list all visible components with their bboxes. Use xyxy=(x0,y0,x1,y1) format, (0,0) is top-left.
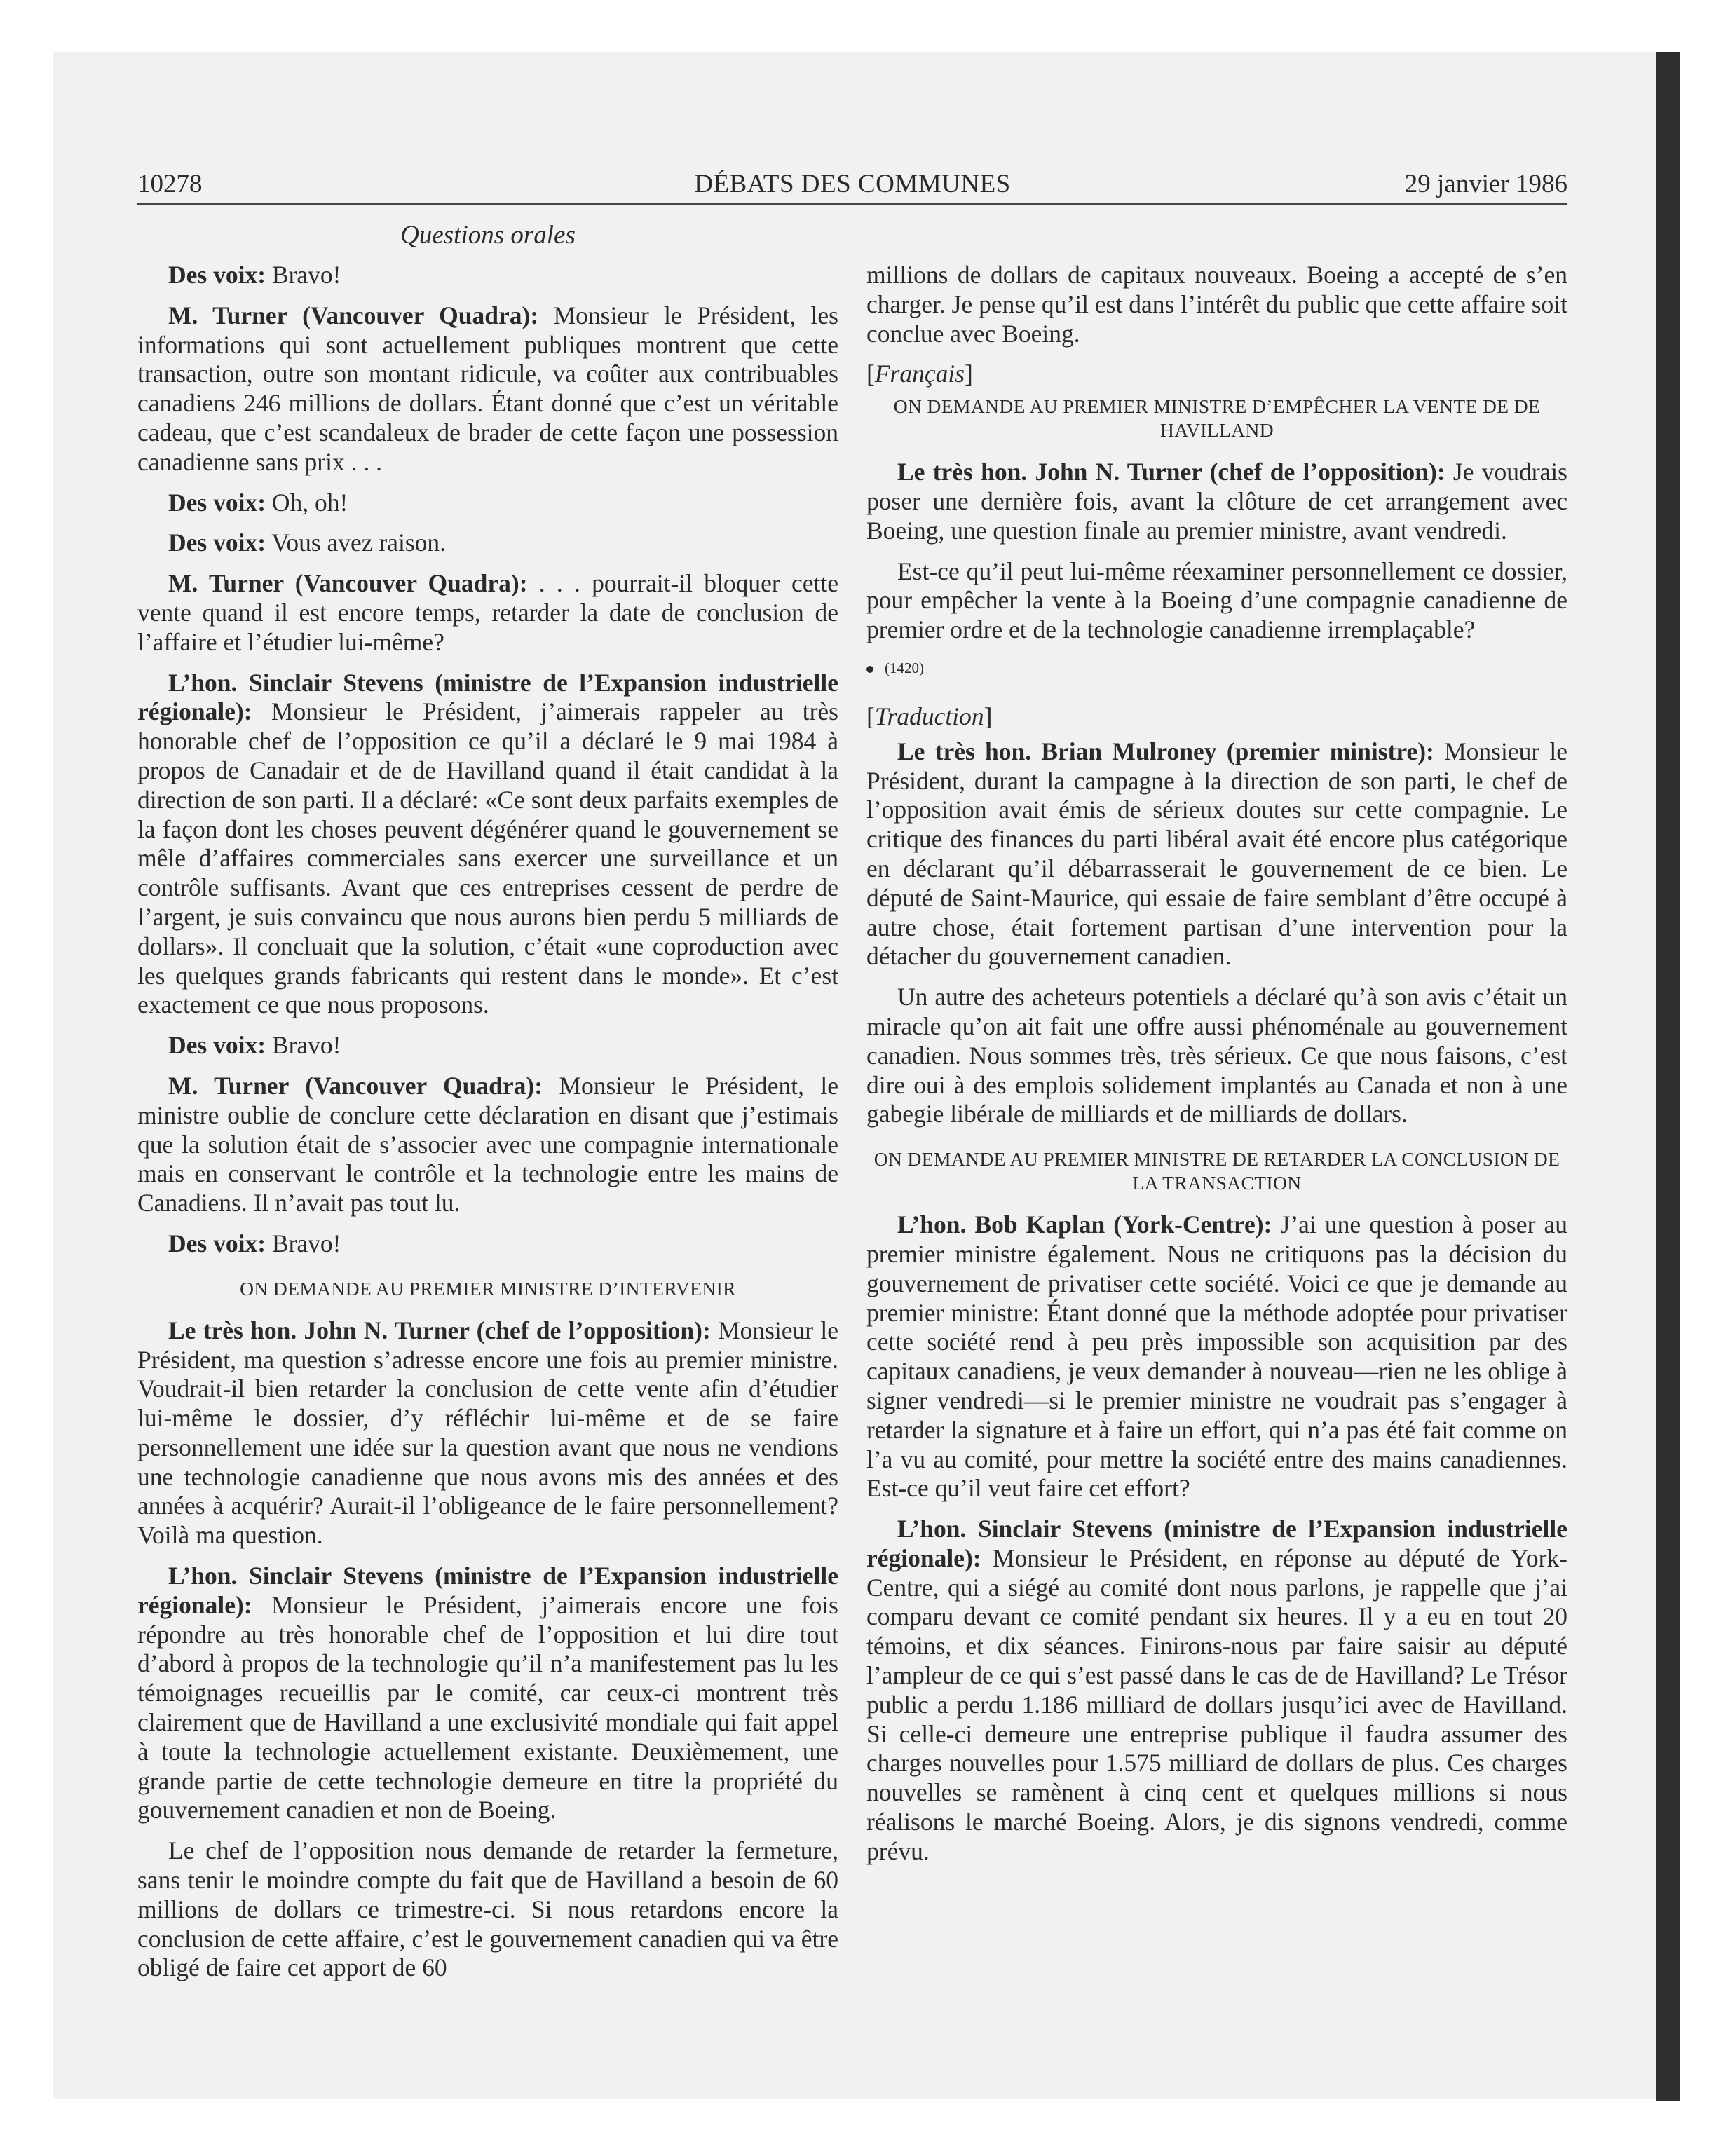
speech-text: Bravo! xyxy=(266,1229,341,1257)
speech-text: Monsieur le Président, le ministre oublie de conclure cette déclaration en disant que j’estimais que la solution était de s’associer avec une compagnie internationale mais en conservant le contrôle et la technologie entre les mains de Canadiens. Il n’avait pas tout lu. xyxy=(137,1071,838,1217)
speaker: M. Turner (Vancouver Quadra): xyxy=(168,569,528,598)
speaker: Des voix: xyxy=(168,488,266,517)
speech-paragraph xyxy=(866,1210,1567,1503)
language-marker: [Traduction] xyxy=(866,702,993,730)
speech-paragraph xyxy=(137,489,838,518)
speech-text: J’ai une question à poser au premier ministre également. Nous ne critiquons pas la décision du gouvernement de privatiser cette société. Voici ce que je demande au premier ministre: Étant donné que la méthode adoptée pour privatiser cette société rend à peu près impossible son acquisition par des capitaux canadiens, je veux demander à nouveau—rien ne les oblige à signer vendredi—si le premier ministre ne voudrait pas s’engager à retarder la signature et à faire un effort, qui n’a pas été fait comme on l’a vu au comité, pour mettre la société entre des mains canadiennes. Est-ce qu’il veut faire cet effort? xyxy=(866,1210,1568,1503)
section-heading: ON DEMANDE AU PREMIER MINISTRE DE RETARDER LA CONCLUSION DE LA TRANSACTION xyxy=(873,1148,1560,1194)
speech-paragraph xyxy=(137,261,838,290)
page-header xyxy=(137,167,1567,202)
speech-text: Le chef de l’opposition nous demande de retarder la fermeture, sans tenir le moindre compte du fait que de Havilland a besoin de 60 millions de dollars ce trimestre-ci. Si nous retardons encore la conclusion de cette affaire, c’est le gouvernement canadien qui va être obligé de faire cet apport de 60 xyxy=(137,1836,838,1982)
speaker: M. Turner (Vancouver Quadra): xyxy=(168,301,539,329)
speech-paragraph xyxy=(137,1031,838,1060)
speech-text: Monsieur le Président, en réponse au député de York-Centre, qui a siégé au comité dont nous parlons, je rappelle que j’ai comparu devant ce comité pendant six heures. Il y a eu en tout 20 témoins, et dix séances. Finirons-nous par faire saisir au député l’ampleur de ce qui s’est passé dans le cas de de Havilland? Le Trésor public a perdu 1.186 milliard de dollars jusqu’ici avec de Havilland. Si celle-ci demeure une entreprise publique il faudra assumer des charges nouvelles pour 1.575 milliard de dollars de plus. Ces charges nouvelles se ramènent à cinq cent et quelques millions si nous réalisons le marché Boeing. Alors, je dis signons vendredi, comme prévu. xyxy=(866,1543,1567,1865)
timestamp: (1420) xyxy=(885,659,924,676)
bullet-icon xyxy=(866,666,873,673)
speech-paragraph xyxy=(137,1072,838,1218)
issue-date: 29 janvier 1986 xyxy=(1404,170,1567,198)
speaker: Le très hon. John N. Turner (chef de l’opposition): xyxy=(897,458,1445,486)
speech-paragraph xyxy=(866,1515,1567,1867)
speech-text: millions de dollars de capitaux nouveaux. Boeing a accepté de s’en charger. Je pense qu’il est dans l’intérêt du public que cette affaire soit conclue avec Boeing. xyxy=(866,261,1567,348)
speaker: Des voix: xyxy=(168,261,266,289)
speaker: M. Turner (Vancouver Quadra): xyxy=(168,1071,543,1100)
language-marker: [Français] xyxy=(866,360,973,388)
speech-text: Monsieur le Président, j’aimerais rappeler au très honorable chef de l’opposition ce qu’il a déclaré le 9 mai 1984 à propos de Canadair et de de Havilland quand il était candidat à la direction de son parti. Il a déclaré: «Ce sont deux parfaits exemples de la façon dont les choses peuvent dégénérer quand le gouvernement se mêle d’affaires commerciales sans exercer une surveillance et un contrôle suffisants. Avant que ces entreprises cessent de perdre de l’argent, je suis convaincu que nous aurons bien perdu 5 milliards de dollars». Il concluait que la solution, c’était «une coproduction avec les quelques grands fabricants qui restent dans le monde». Et c’est exactement ce que nous proposons. xyxy=(137,697,838,1019)
speech-text: Monsieur le Président, les informations qui sont actuellement publiques montrent que cette transaction, outre son montant ridicule, va coûter aux contribuables canadiens 246 millions de dollars. Étant donné que c’est un véritable cadeau, que c’est scandaleux de brader de cette façon une possession canadienne sans prix . . . xyxy=(137,301,838,476)
language-label: Traduction xyxy=(874,702,984,730)
speech-text: Monsieur le Président, j’aimerais encore une fois répondre au très honorable chef de l’opposition et lui dire tout d’abord à propos de la technologie qu’il n’a manifestement pas lu les témoignages recueillis par le comité, car ceux-ci montrent très clairement que de Havilland a une exclusivité mondiale qui fait appel à toute la technologie actuellement existante. Deuxièmement, une grande partie de cette technologie demeure en titre la propriété du gouvernement canadien et non de Boeing. xyxy=(137,1590,838,1824)
speech-text: Vous avez raison. xyxy=(266,528,447,557)
speech-text: Monsieur le Président, durant la campagne à la direction de son parti, le chef de l’opposition avait émis de sérieux doutes sur cette compagnie. Le critique des finances du parti libéral avait été encore plus catégorique en déclarant qu’il débarrasserait le gouvernement de ce bien. Le député de Saint-Maurice, qui essaie de faire semblant d’être occupé à autre chose, était fortement partisan d’une intervention pour la détacher du gouvernement canadien. xyxy=(866,737,1567,971)
header-rule xyxy=(137,203,1567,205)
section-heading: ON DEMANDE AU PREMIER MINISTRE D’INTERVENIR xyxy=(240,1277,736,1299)
speaker: Le très hon. Brian Mulroney (premier ministre): xyxy=(897,737,1434,765)
speech-paragraph xyxy=(137,301,838,477)
scan-edge-bar xyxy=(1656,52,1680,2101)
page-number: 10278 xyxy=(137,170,203,198)
speech-text: Est-ce qu’il peut lui-même réexaminer personnellement ce dossier, pour empêcher la vente à la Boeing d’une compagnie canadienne de premier ordre et de la technologie canadienne irremplaçable? xyxy=(866,557,1567,644)
language-label: Français xyxy=(874,360,965,388)
speech-paragraph xyxy=(137,1229,838,1259)
speech-text: Un autre des acheteurs potentiels a déclaré qu’à son avis c’était un miracle qu’on ait fait une offre aussi phénoménale au gouvernement canadien. Nous sommes très, très sérieux. Ce que nous faisons, c’est dire oui à des emplois solidement implantés au Canada et non à une gabegie libérale de milliards et de milliards de dollars. xyxy=(866,983,1567,1128)
speaker: L’hon. Sinclair Stevens (ministre de l’Expansion industrielle régionale): xyxy=(866,1515,1567,1572)
speech-text: Monsieur le Président, ma question s’adresse encore une fois au premier ministre. Voudrait-il bien retarder la conclusion de cette vente afin d’étudier lui-même le dossier, d’y réfléchir lui-même et de se faire personnellement une idée sur la question avant que nous ne vendions une technologie canadienne que nous avons mis des années et des années à acquérir? Aurait-il l’obligeance de le faire personnellement? Voilà ma question. xyxy=(137,1316,838,1550)
speech-paragraph xyxy=(866,261,1567,348)
speech-paragraph xyxy=(137,1562,838,1825)
speaker: Des voix: xyxy=(168,528,266,557)
timestamp-marker xyxy=(866,657,1567,678)
speech-paragraph xyxy=(866,983,1567,1129)
speaker: L’hon. Sinclair Stevens (ministre de l’Expansion industrielle régionale): xyxy=(137,668,838,726)
speech-paragraph xyxy=(866,737,1567,971)
speech-paragraph xyxy=(866,557,1567,645)
speaker: Des voix: xyxy=(168,1229,266,1257)
speaker: Le très hon. John N. Turner (chef de l’opposition): xyxy=(168,1316,711,1344)
speech-paragraph xyxy=(137,1316,838,1550)
section-heading: ON DEMANDE AU PREMIER MINISTRE D’EMPÊCHER LA VENTE DE DE HAVILLAND xyxy=(893,395,1541,442)
speech-text: Bravo! xyxy=(266,261,341,289)
speech-paragraph xyxy=(137,528,838,558)
speech-paragraph xyxy=(137,569,838,657)
speech-paragraph xyxy=(866,458,1567,545)
speaker: Des voix: xyxy=(168,1031,266,1060)
speaker: L’hon. Bob Kaplan (York-Centre): xyxy=(897,1210,1272,1239)
speech-text: . . . pourrait-il bloquer cette vente quand il est encore temps, retarder la date de conclusion de l’affaire et l’étudier lui-même? xyxy=(137,569,838,656)
speech-paragraph xyxy=(137,1836,838,1983)
running-head: Questions orales xyxy=(400,221,576,250)
right-column xyxy=(866,261,1567,1878)
speech-text: Bravo! xyxy=(266,1031,341,1060)
speaker: L’hon. Sinclair Stevens (ministre de l’Expansion industrielle régionale): xyxy=(137,1562,838,1619)
speech-paragraph xyxy=(137,669,838,1021)
speech-text: Je voudrais poser une dernière fois, avant la clôture de cet arrangement avec Boeing, une question finale au premier ministre, avant vendredi. xyxy=(866,458,1567,545)
publication-title: DÉBATS DES COMMUNES xyxy=(694,170,1011,198)
speech-text: Oh, oh! xyxy=(266,488,348,517)
left-column xyxy=(137,261,838,1994)
